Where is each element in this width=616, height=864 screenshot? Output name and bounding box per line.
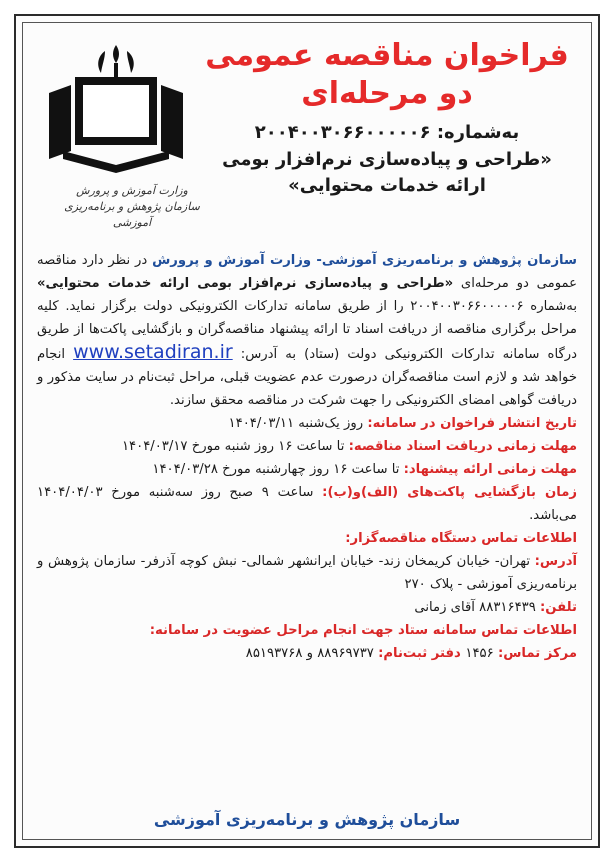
- office-label: دفتر ثبت‌نام:: [378, 646, 466, 661]
- title-line-2: دو مرحله‌ای: [301, 76, 473, 111]
- intro-text-3: انجام خواهد شد و لازم است مناقصه‌گران درصورت عدم عضویت قبلی، مراحل ثبت‌نام در سایت مذکور و دریافت گواهی امضای الکترونیکی را جهت شرکت در مناقصه محقق سازند.: [37, 347, 577, 408]
- schedule-list: [37, 412, 577, 527]
- announcement-sheet: [14, 14, 600, 848]
- tender-number: به‌شماره: ۲۰۰۴۰۰۳۰۶۶۰۰۰۰۰۶: [254, 122, 520, 143]
- logo-ministry-text: وزارت آموزش و پرورش: [76, 184, 188, 197]
- schedule-label: تاریخ انتشار فراخوان در سامانه:: [367, 416, 577, 431]
- schedule-label: مهلت زمانی دریافت اسناد مناقصه:: [348, 439, 577, 454]
- subject-bold: «طراحی و پیاده‌سازی نرم‌افزار بومی ارائه خدمات محتوایی»: [37, 276, 454, 291]
- header: [23, 23, 591, 243]
- schedule-value: تا ساعت ۱۶ روز شنبه مورخ ۱۴۰۴/۰۳/۱۷: [121, 439, 349, 454]
- contact-heading: اطلاعات تماس دستگاه مناقصه‌گزار:: [345, 531, 577, 546]
- phone-text: ۸۸۳۱۶۴۳۹ آقای زمانی: [414, 600, 541, 615]
- setad-link[interactable]: www.setadiran.ir: [73, 341, 233, 363]
- schedule-value: روز یک‌شنبه ۱۴۰۴/۰۳/۱۱: [228, 416, 368, 431]
- address-text: تهران- خیابان کریمخان زند- خیابان ایرانشهر شمالی- نبش کوچه آذرفر- سازمان پژوهش و برنامه‌ریزی آموزشی - پلاک ۲۷۰: [37, 554, 577, 592]
- contact-section: [37, 527, 577, 665]
- call-center-row: [37, 642, 577, 665]
- subject-line-1: «طراحی و پیاده‌سازی نرم‌افزار بومی: [222, 149, 552, 170]
- phone-row: [37, 596, 577, 619]
- address-row: [37, 550, 577, 596]
- center-number: ۱۴۵۶: [465, 646, 498, 661]
- setad-heading: اطلاعات تماس سامانه ستاد جهت انجام مراحل عضویت در سامانه:: [149, 623, 577, 638]
- intro-text-2: به‌شماره ۲۰۰۴۰۰۳۰۶۶۰۰۰۰۰۶ را از طریق سامانه تدارکات الکترونیکی دولت برگزار نماید. کلیه مراحل برگزاری مناقصه از دریافت اسناد تا ارائه پیشنهاد مناقصه‌گران و بازگشایی پاکت‌ها از طریق درگاه سامانه تدارکات الکترونیکی دولت (ستاد) به آدرس:: [37, 299, 578, 362]
- schedule-label: مهلت زمانی ارائه پیشنهاد:: [403, 462, 577, 477]
- announcement-body: [37, 249, 577, 665]
- office-numbers: ۸۸۹۶۹۷۳۷ و ۸۵۱۹۳۷۶۸: [245, 646, 379, 661]
- schedule-item: [37, 412, 577, 435]
- intro-paragraph: [37, 249, 577, 412]
- logo-org-text: سازمان پژوهش و برنامه‌ریزی آموزشی: [64, 200, 200, 229]
- schedule-item: [37, 458, 577, 481]
- schedule-value: تا ساعت ۱۶ روز چهارشنبه مورخ ۱۴۰۴/۰۳/۲۸: [152, 462, 404, 477]
- schedule-label: زمان بازگشایی پاکت‌های (الف)و(ب):: [322, 485, 577, 500]
- schedule-item: [37, 481, 577, 527]
- schedule-item: [37, 435, 577, 458]
- intro-text-1: در نظر دارد مناقصه عمومی دو مرحله‌ای: [37, 253, 577, 291]
- logo-caption: [47, 183, 217, 231]
- subject-line-2: ارائه خدمات محتوایی»: [288, 175, 486, 196]
- center-label: مرکز تماس:: [497, 646, 577, 661]
- ministry-logo: [41, 33, 200, 233]
- emblem-icon: [41, 33, 191, 178]
- organization-name: سازمان پژوهش و برنامه‌ریزی آموزشی- وزارت آموزش و پرورش: [152, 253, 577, 268]
- schedule-value: ساعت ۹ صبح روز سه‌شنبه مورخ ۱۴۰۴/۰۴/۰۳ می‌باشد.: [37, 485, 577, 523]
- inner-border: [22, 22, 592, 840]
- address-label: آدرس:: [534, 554, 577, 569]
- title-line-1: فراخوان مناقصه عمومی: [205, 38, 569, 73]
- footer-organization: سازمان پژوهش و برنامه‌ریزی آموزشی: [153, 810, 461, 829]
- title-block: [197, 37, 577, 199]
- phone-label: تلفن:: [540, 600, 577, 615]
